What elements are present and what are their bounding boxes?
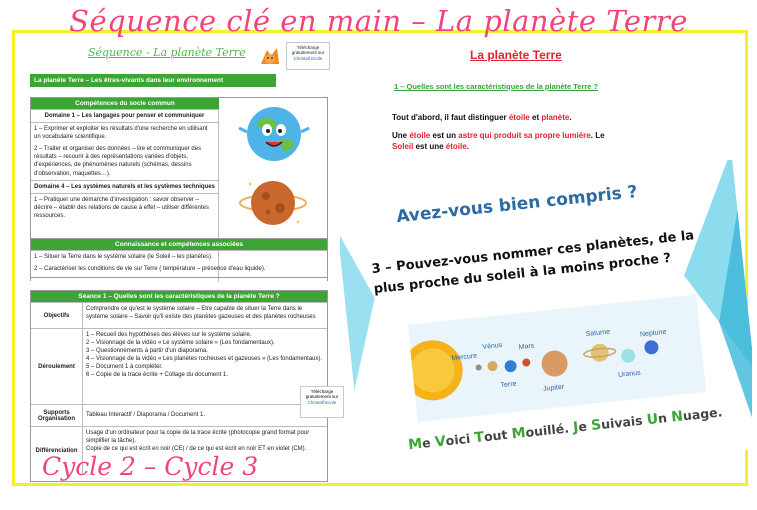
supports-value: Tableau Interactif / Diaporama / Document 1. (86, 412, 206, 419)
differenciation-item: Usage d'un ordinateur pour la copie de la trace écrite (photocopie grand format pour simplifier la tâche). (86, 430, 310, 445)
mnemonic-rest: e (577, 418, 592, 435)
slide-paragraph-1 (392, 112, 722, 123)
domain-4-item-1: 1 – Pratiquer une démarche d'investigation : savoir observer – décrire – établir des relations de cause à effet – utiliser différentes ressources. (31, 193, 218, 222)
mnemonic-cap: M (407, 435, 424, 454)
slide-paragraph-2 (392, 130, 722, 152)
earth-cartoon-image (234, 102, 314, 166)
keyword: Soleil (392, 142, 414, 152)
label-jupiter: Jupiter (542, 383, 565, 393)
label-mercure: Mercure (451, 352, 478, 363)
badge-line: gratuitement sur (291, 50, 325, 56)
slide-title: La planète Terre (470, 48, 562, 62)
domain-1: Domaine 1 – Les langages pour penser et communiquer (31, 109, 218, 122)
theme-bar: La planète Terre – Les êtres-vivants dans leur environnement (30, 74, 276, 87)
quiz-title: Avez-vous bien compris ? (395, 182, 639, 228)
label-neptune: Neptune (639, 328, 667, 339)
badge-line: gratuitement sur (305, 394, 339, 400)
document-heading: Séquence - La planète Terre (88, 46, 246, 59)
keyword: étoile (508, 113, 530, 122)
label-mars: Mars (518, 342, 535, 352)
badge-link[interactable]: Christall Ecole (307, 399, 337, 405)
text: Tout d'abord, il faut distinguer (392, 113, 509, 122)
fox-icon (257, 44, 283, 68)
step: 1 – Recueil des hypothèses des élèves sur le système solaire. (86, 332, 252, 338)
text: Une (392, 131, 410, 140)
differenciation-item: Copie de ce qui est écrit en noir (CE) / de ce qui est écrit en noir ET en violet (CM). (86, 446, 307, 453)
cycle-title: Cycle 2 – Cycle 3 (42, 452, 259, 481)
connaissance-2: 2 – Caractériser les conditions de vie sur Terre ( température – présence d'eau liquide). (34, 266, 266, 273)
lesson-document (28, 42, 328, 482)
mnemonic-cap: U (645, 411, 659, 429)
quiz-slide (340, 160, 752, 476)
domain-1-item-2: 2 – Traiter et organiser des données – lire et communiquer des résultats – recourir à des représentations variées d'objets, d'expériences, de phénomènes naturels (schémas, dessins d'observation, maquettes…). (34, 146, 202, 177)
mnemonic-rest: uage. (682, 404, 724, 424)
mnemonic-cap: N (670, 408, 684, 426)
text: . Le (590, 131, 605, 140)
connaissances-title: Connaissance et compétences associées (31, 239, 327, 250)
mnemonic-rest: e (421, 434, 436, 451)
mnemonic-cap: V (434, 433, 447, 451)
label-venus: Vénus (482, 341, 503, 351)
objectifs-value: Comprendre ce qu'est le système solaire – Etre capable de situer la Terre dans le système solaire – Savoir qu'il existe des planètes gazeuses et des planètes rocheuses (86, 306, 316, 321)
supports-row (31, 404, 327, 426)
text: et (529, 113, 542, 122)
rocky-planet-image (238, 172, 308, 234)
differenciation-label: Différenciation (31, 427, 83, 474)
deroulement-steps (83, 329, 327, 404)
quiz-slide-wrapper (340, 160, 752, 476)
step: 2 – Visionnage de la vidéo « Le système solaire » (Les fondamentaux). (86, 340, 275, 347)
badge-link[interactable]: Christall Ecole (293, 55, 323, 61)
mnemonic-rest: uivais (600, 412, 648, 432)
mnemonic-rest: ouillé. (524, 419, 574, 440)
mnemonic-cap: M (510, 425, 527, 443)
decor-triangles-left (340, 188, 405, 476)
keyword: étoile (445, 142, 467, 152)
quiz-question: 3 – Pouvez-vous nommer ces planètes, de la plus proche du soleil à la moins proche ? (370, 228, 695, 298)
text: est une (413, 142, 446, 152)
domain-1-item-1: 1 – Exprimer et exploiter les résultats d'une recherche en utilisant un vocabulaire scientifique. (31, 122, 218, 143)
slide-question: 1 – Quelles sont les caractéristiques de la planète Terre ? (394, 82, 599, 91)
mnemonic-cap: J (572, 419, 580, 436)
badge-line: Télécharge (296, 45, 320, 50)
text: . (466, 142, 469, 152)
connaissances-section (30, 238, 328, 278)
mnemonic-rest: oici (444, 430, 476, 449)
mnemonic-rest: out (483, 426, 513, 445)
badge-line: Télécharge (310, 389, 334, 394)
download-badge-bottom[interactable] (300, 386, 344, 418)
step: 3 – Questionnements à partir d'un diaporama. (86, 348, 208, 355)
page-title: Séquence clé en main – La planète Terre (69, 4, 688, 38)
label-uranus: Uranus (617, 369, 642, 379)
mnemonic-cap: S (590, 417, 603, 435)
label-saturne: Saturne (585, 328, 611, 339)
connaissance-1: 1 – Situer la Terre dans le système solaire (le Soleil – les planètes). (31, 250, 327, 263)
mnemonic-cap: T (473, 429, 485, 447)
step: 4 – Visionnage de la vidéo « Les planètes rocheuses et gazeuses » (Les fondamentaux). (86, 356, 323, 363)
seance-title: Séance 1 – Quelles sont les caractéristiques de la planète Terre ? (31, 291, 327, 302)
step: 6 – Copie de la trace écrite + Collage du document 1. (86, 372, 228, 379)
download-badge[interactable] (286, 42, 330, 70)
mnemonic-rest: n (657, 409, 673, 426)
objectifs-label: Objectifs (31, 303, 83, 328)
keyword: planète (541, 113, 570, 122)
domain-4: Domaine 4 – Les systèmes naturels et les systèmes techniques (31, 180, 218, 193)
keyword: étoile (409, 131, 431, 140)
supports-label: Supports Organisation (31, 405, 83, 426)
step: 5 – Document 1 à compléter. (86, 364, 163, 371)
competences-title: Compétences du socle commun (31, 98, 219, 109)
label-terre: Terre (500, 380, 517, 390)
keyword: astre qui produit sa propre lumière (458, 131, 591, 140)
text: est un (430, 131, 459, 140)
deroulement-label: Déroulement (31, 329, 83, 404)
objectifs-row (31, 302, 327, 328)
text: . (569, 113, 572, 122)
deroulement-row (31, 328, 327, 404)
